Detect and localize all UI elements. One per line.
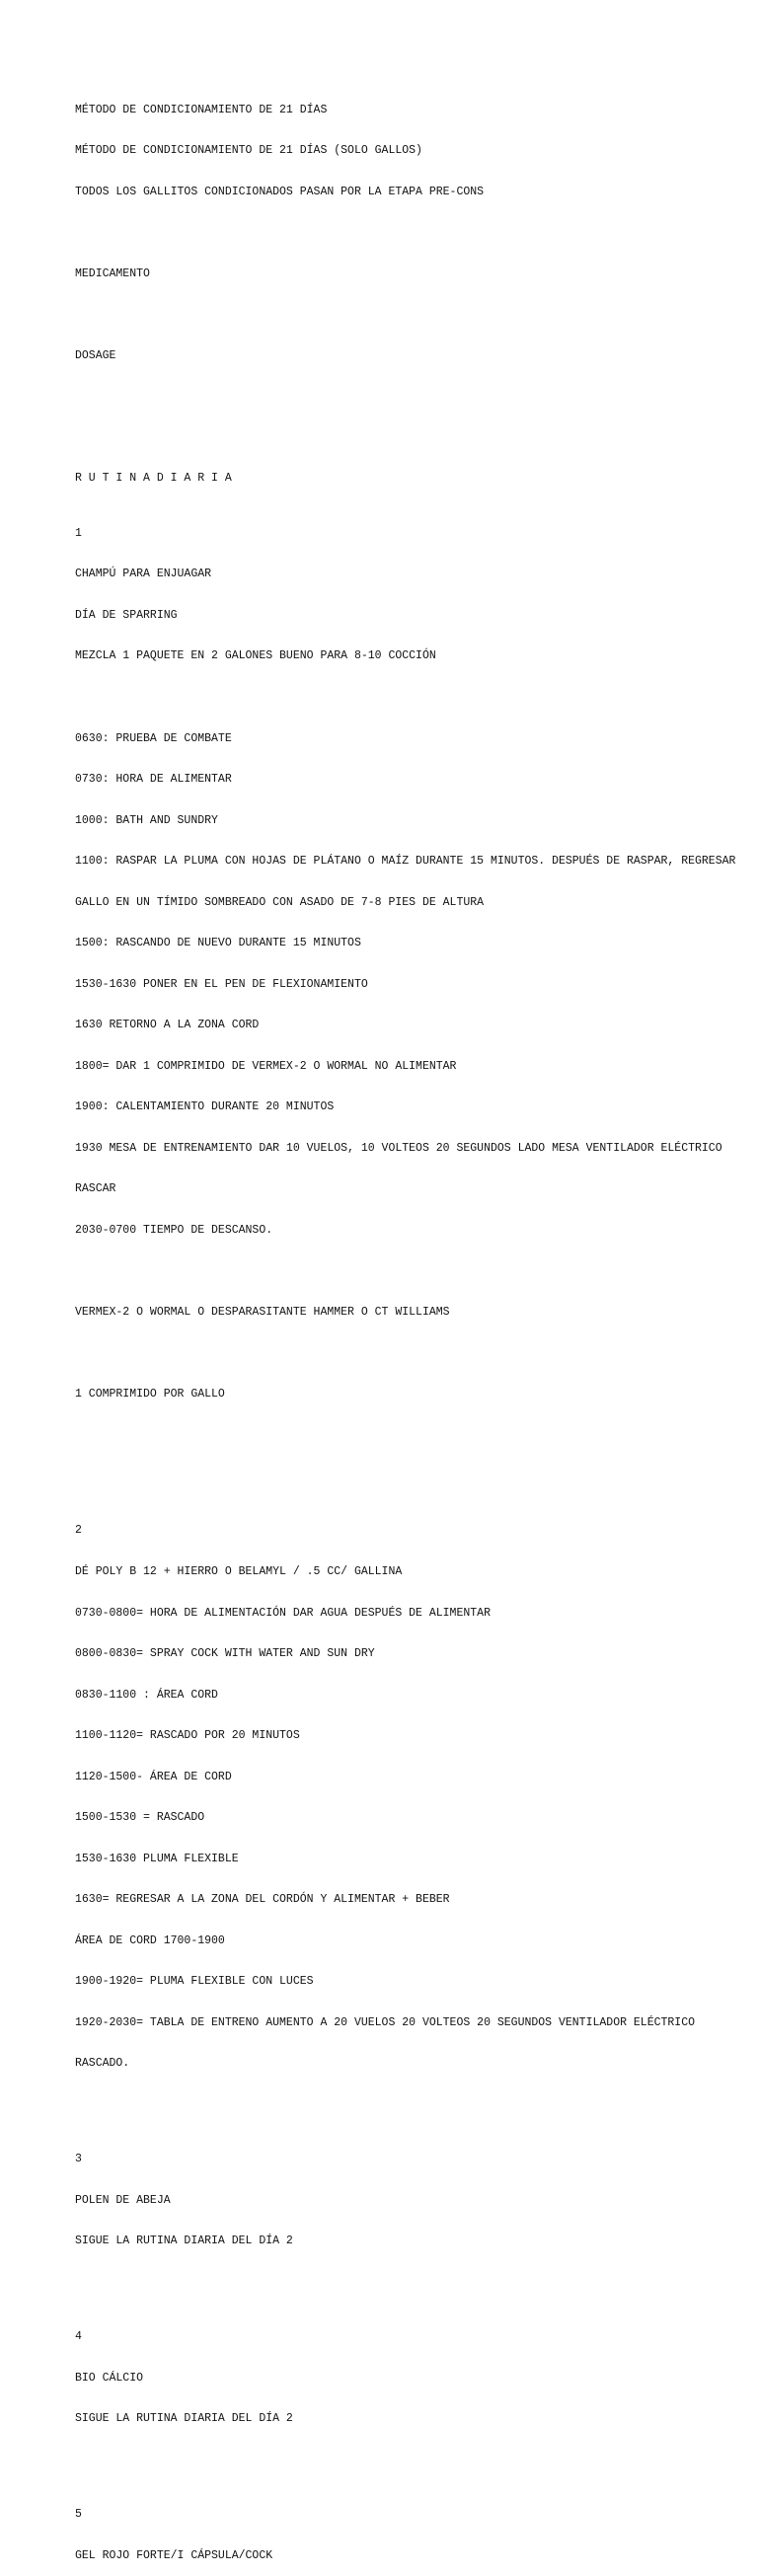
day-line: 1630= REGRESAR A LA ZONA DEL CORDÓN Y ALIMENTAR + BEBER <box>75 1893 450 1907</box>
day-line: 1100-1120= RASCADO POR 20 MINUTOS <box>75 1729 300 1743</box>
dewormer-line: VERMEX-2 O WORMAL O DESPARASITANTE HAMMER O CT WILLIAMS <box>75 1305 450 1319</box>
blank-line <box>75 691 758 705</box>
day-line: RASCADO. <box>75 2057 130 2071</box>
schedule-line: 1100: RASPAR LA PLUMA CON HOJAS DE PLÁTANO O MAÍZ DURANTE 15 MINUTOS. DESPUÉS DE RASPAR, REGRESAR <box>75 855 736 869</box>
blank-line <box>75 1264 758 1278</box>
day-line: CHAMPÚ PARA ENJUAGAR <box>75 568 212 581</box>
day-number: 5 <box>75 2508 82 2522</box>
schedule-line: 0630: PRUEBA DE COMBATE <box>75 731 232 745</box>
day-line: 1920-2030= TABLA DE ENTRENO AUMENTO A 20 VUELOS 20 VOLTEOS 20 SEGUNDOS VENTILADOR ELÉCTRICO <box>75 2015 696 2029</box>
day-line: 1900-1920= PLUMA FLEXIBLE CON LUCES <box>75 1975 314 1989</box>
schedule-line: 1500: RASCANDO DE NUEVO DURANTE 15 MINUTOS <box>75 937 361 950</box>
schedule-line: 1930 MESA DE ENTRENAMIENTO DAR 10 VUELOS, 10 VOLTEOS 20 SEGUNDOS LADO MESA VENTILADOR ELÉCTRICO <box>75 1141 722 1155</box>
day-line: ÁREA DE CORD 1700-1900 <box>75 1933 225 1947</box>
day-number: 2 <box>75 1524 82 1538</box>
schedule-line: 1630 RETORNO A LA ZONA CORD <box>75 1019 260 1032</box>
day-line: DÉ POLY B 12 + HIERRO O BELAMYL / .5 CC/ GALLINA <box>75 1564 403 1578</box>
day-line: MEZCLA 1 PAQUETE EN 2 GALONES BUENO PARA 8-10 COCCIÓN <box>75 649 436 663</box>
day-line: 1500-1530 = RASCADO <box>75 1811 205 1825</box>
day-line: 0830-1100 : ÁREA CORD <box>75 1688 218 1702</box>
document-body <box>75 76 758 2576</box>
schedule-line: RASCAR <box>75 1182 116 1196</box>
day-line: DÍA DE SPARRING <box>75 608 178 622</box>
day-line: POLEN DE ABEJA <box>75 2193 171 2207</box>
day-line: SIGUE LA RUTINA DIARIA DEL DÍA 2 <box>75 2235 293 2248</box>
day-line: 1530-1630 PLUMA FLEXIBLE <box>75 1852 239 1865</box>
day-line: BIO CÁLCIO <box>75 2371 144 2385</box>
schedule-line: 1800= DAR 1 COMPRIMIDO DE VERMEX-2 O WORMAL NO ALIMENTAR <box>75 1059 457 1073</box>
dosage-label: DOSAGE <box>75 348 116 362</box>
day-line: GEL ROJO FORTE/I CÁPSULA/COCK <box>75 2548 273 2562</box>
blank-line <box>75 1470 758 1483</box>
schedule-line: 2030-0700 TIEMPO DE DESCANSO. <box>75 1223 273 1237</box>
dose-line: 1 COMPRIMIDO POR GALLO <box>75 1388 225 1401</box>
blank-line <box>75 2276 758 2290</box>
schedule-line: 1530-1630 PONER EN EL PEN DE FLEXIONAMIENTO <box>75 977 368 991</box>
day-number: 1 <box>75 526 82 540</box>
day-line: 0730-0800= HORA DE ALIMENTACIÓN DAR AGUA DESPUÉS DE ALIMENTAR <box>75 1606 491 1620</box>
blank-line <box>75 1346 758 1360</box>
blank-line <box>75 2454 758 2467</box>
rutina-diaria-heading: R U T I N A D I A R I A <box>75 472 232 486</box>
title-line: MÉTODO DE CONDICIONAMIENTO DE 21 DÍAS <box>75 103 328 116</box>
intro-line: TODOS LOS GALLITOS CONDICIONADOS PASAN POR LA ETAPA PRE-CONS <box>75 185 485 198</box>
schedule-line: 1900: CALENTAMIENTO DURANTE 20 MINUTOS <box>75 1100 335 1114</box>
day-line: 1120-1500- ÁREA DE CORD <box>75 1770 232 1783</box>
subtitle-line: MÉTODO DE CONDICIONAMIENTO DE 21 DÍAS (SOLO GALLOS) <box>75 144 422 158</box>
blank-line <box>75 226 758 240</box>
blank-line <box>75 2098 758 2112</box>
schedule-line: 0730: HORA DE ALIMENTAR <box>75 773 232 787</box>
blank-line <box>75 1429 758 1443</box>
blank-line <box>75 308 758 322</box>
blank-line <box>75 431 758 445</box>
day-line: 0800-0830= SPRAY COCK WITH WATER AND SUN DRY <box>75 1647 375 1661</box>
day-line: SIGUE LA RUTINA DIARIA DEL DÍA 2 <box>75 2412 293 2426</box>
day-number: 3 <box>75 2153 82 2166</box>
blank-line <box>75 390 758 404</box>
medicamento-label: MEDICAMENTO <box>75 266 150 280</box>
schedule-line: 1000: BATH AND SUNDRY <box>75 813 218 827</box>
day-number: 4 <box>75 2330 82 2344</box>
schedule-line: GALLO EN UN TÍMIDO SOMBREADO CON ASADO DE 7-8 PIES DE ALTURA <box>75 895 485 909</box>
